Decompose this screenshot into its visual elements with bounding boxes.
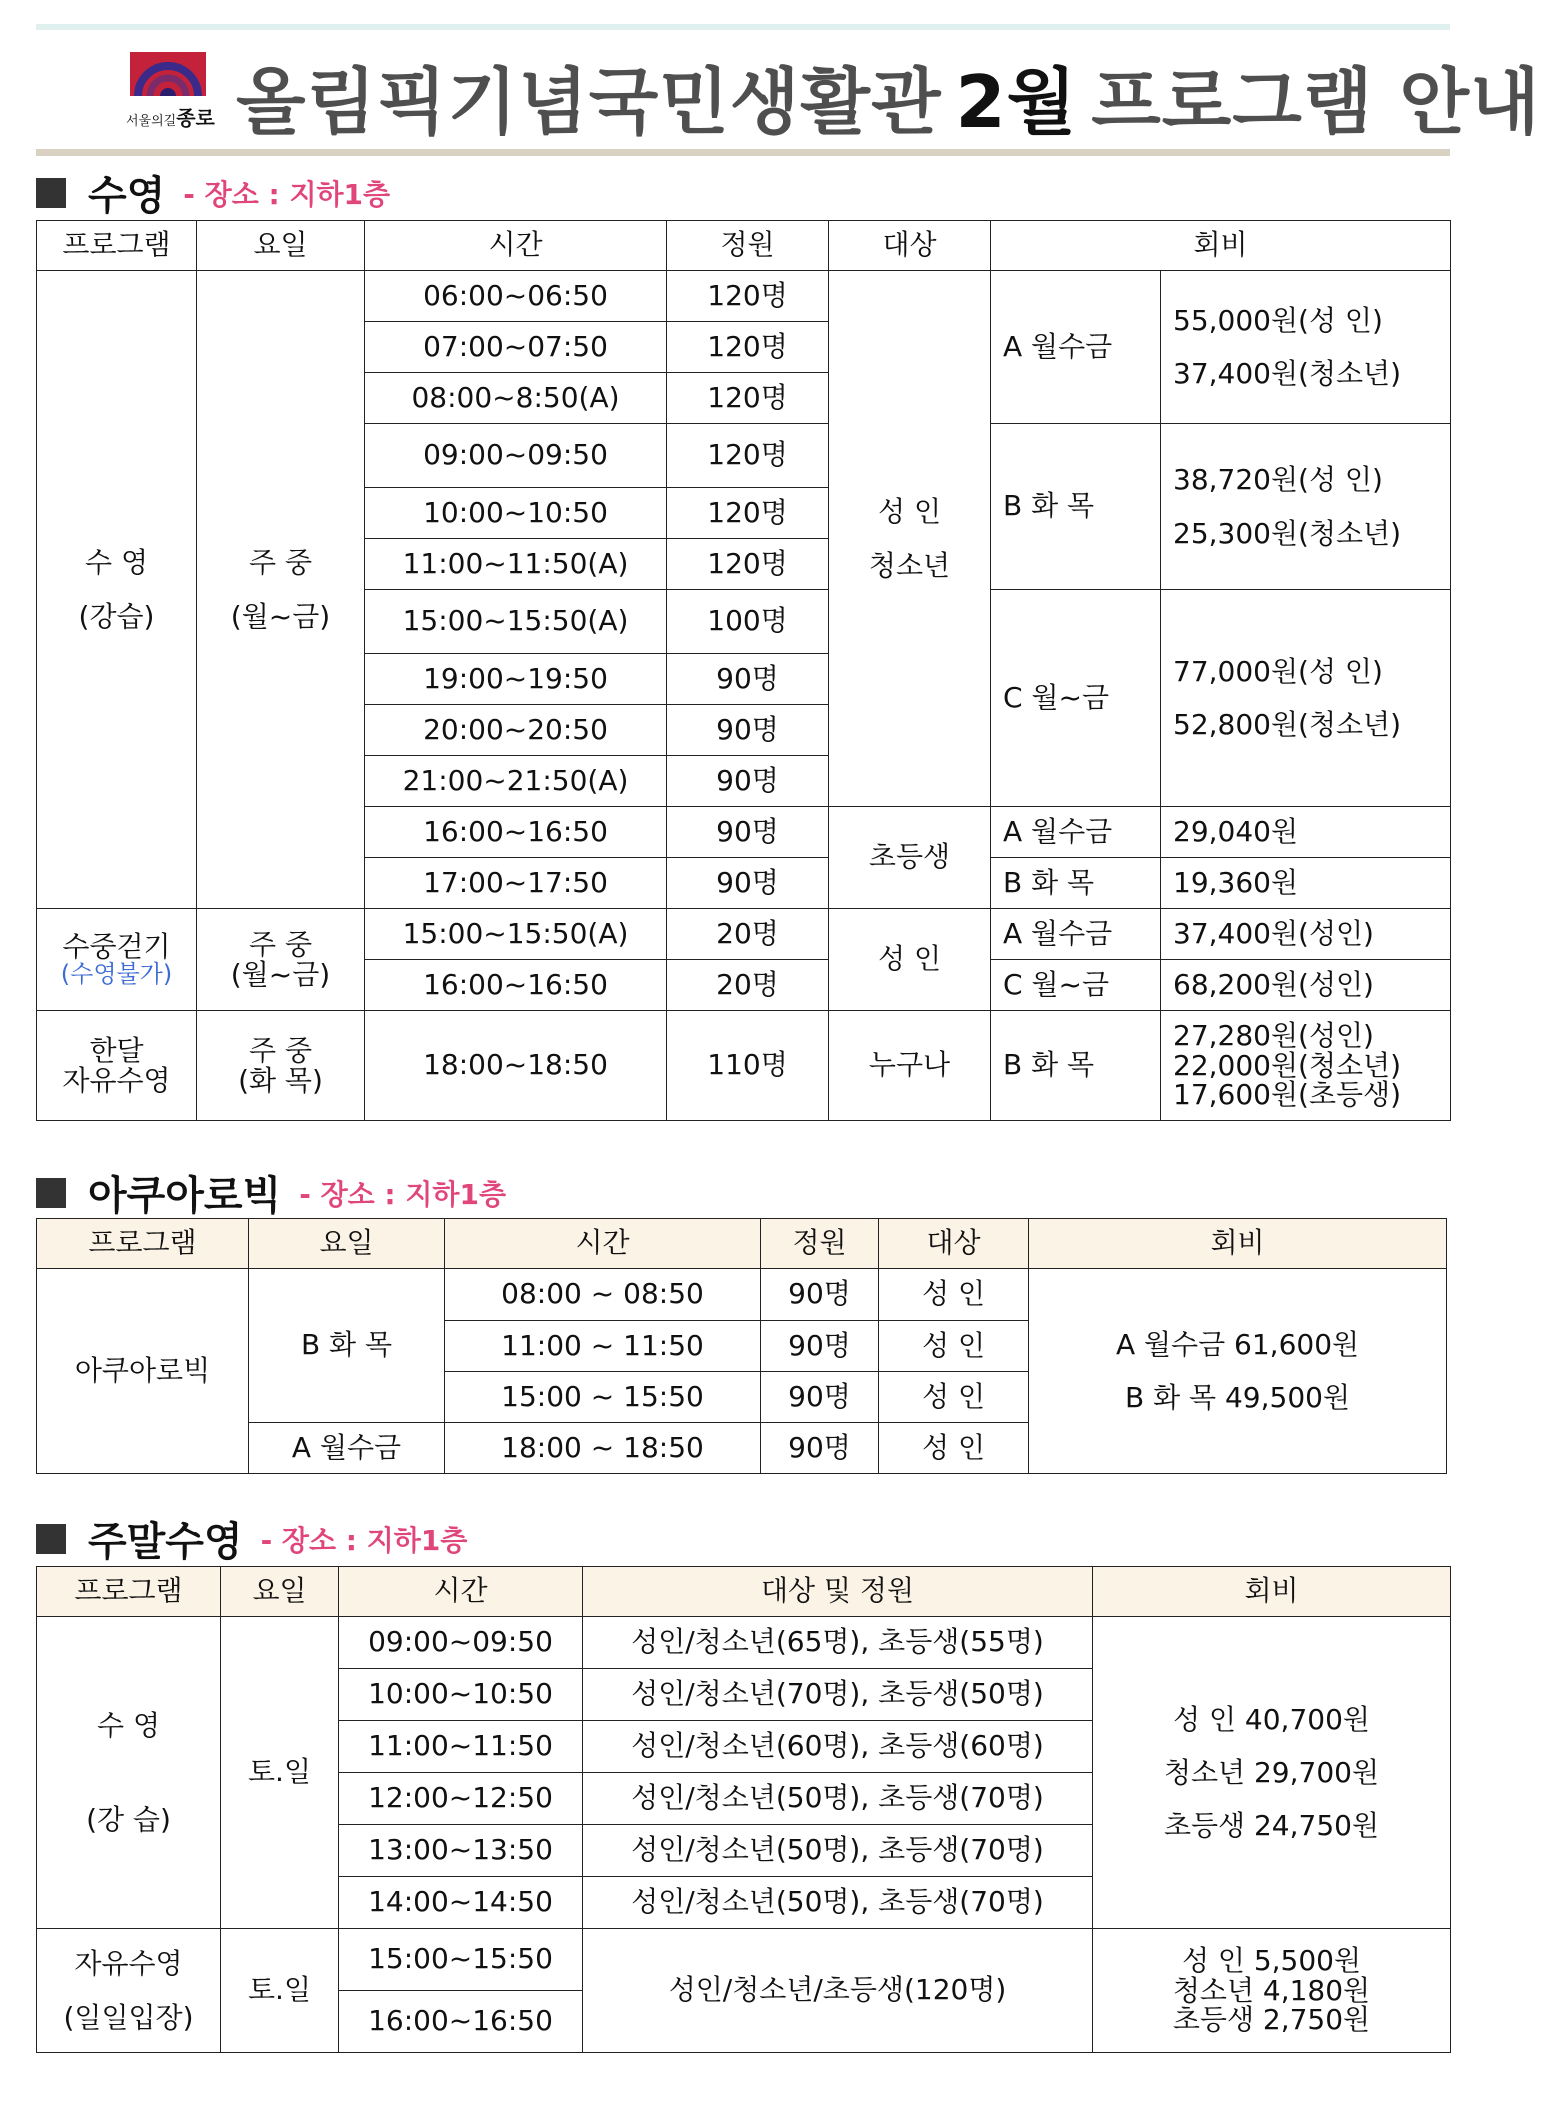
aqua-fee-cell: A 월수금 61,600원 B 화 목 49,500원 [1029,1269,1447,1474]
table-row: 아쿠아로빅 B 화 목 08:00 ~ 08:50 90명 성 인 A 월수금 61,600원 B 화 목 49,500원 [37,1269,1447,1321]
table-row: 21:00~21:50(A) 90명 [37,756,1451,807]
table-row: 수중걷기 (수영불가) 주 중 (월~금) 15:00~15:50(A) 20명 성 인 A 월수금 37,400원(성인) [37,909,1451,960]
table-row: 10:00~10:50 120명 [37,488,1451,539]
table-row: 07:00~07:50 120명 [37,322,1451,373]
jongno-logo-mark [130,52,206,96]
bullet-square-icon [36,178,66,208]
table-row: 11:00~11:50 성인/청소년(60명), 초등생(60명) [37,1721,1451,1773]
table-row: 15:00~15:50(A) 100명 C 월~금 77,000원(성 인) 52,800원(청소년) [37,590,1451,654]
weekend-fee-cell: 성 인 40,700원 청소년 29,700원 초등생 24,750원 [1093,1617,1451,1929]
table-row: 09:00~09:50 120명 B 화 목 38,720원(성 인) 25,300원(청소년) [37,424,1451,488]
fee-cell: 55,000원(성 인) 37,400원(청소년) [1161,271,1451,424]
table-row: 11:00~11:50(A) 120명 [37,539,1451,590]
swim-table [36,220,1451,1121]
month-free-days-cell: 주 중 (화 목) [197,1011,365,1121]
table-row: 08:00~8:50(A) 120명 [37,373,1451,424]
table-row: 20:00~20:50 90명 [37,705,1451,756]
fee-cell: 77,000원(성 인) 52,800원(청소년) [1161,590,1451,807]
weekend-table [36,1566,1451,2053]
aqua-table [36,1218,1447,1474]
fee-cell: 38,720원(성 인) 25,300원(청소년) [1161,424,1451,590]
header-bottom-line [36,149,1450,156]
section-title-swim: 수영 - 장소 : 지하1층 [36,164,390,221]
table-row: 수 영 (강습) 주 중 (월~금) 06:00~06:50 120명 성 인 청소년 A 월수금 55,000원(성 인) 37,400원(청소년) [37,271,1451,322]
target-adult-cell: 성 인 청소년 [829,271,991,807]
table-header-row: 프로그램 요일 시간 정원 대상 회비 [37,1219,1447,1269]
program-cell: 수 영 (강습) [37,271,197,909]
walk-days-cell: 주 중 (월~금) [197,909,365,1011]
header-top-line [36,24,1450,30]
table-header-row: 프로그램 요일 시간 대상 및 정원 회비 [37,1567,1451,1617]
jongno-logo [126,52,215,132]
table-row: A 월수금 18:00 ~ 18:50 90명 성 인 [37,1423,1447,1474]
table-row: 15:00 ~ 15:50 90명 성 인 [37,1372,1447,1423]
table-row: 16:00~16:50 90명 초등생 A 월수금 29,040원 [37,807,1451,858]
table-row: 13:00~13:50 성인/청소년(50명), 초등생(70명) [37,1825,1451,1877]
table-row: 16:00~16:50 [37,1991,1451,2053]
month-free-fee-cell: 27,280원(성인) 22,000원(청소년) 17,600원(초등생) [1161,1011,1451,1121]
table-row: 10:00~10:50 성인/청소년(70명), 초등생(50명) [37,1669,1451,1721]
free-program-cell: 자유수영 (일일입장) [37,1929,221,2053]
month-free-program-cell: 한달 자유수영 [37,1011,197,1121]
table-row: 수 영 (강 습) 토.일 09:00~09:50 성인/청소년(65명), 초등생(55명) 성 인 40,700원 청소년 29,700원 초등생 24,750원 [37,1617,1451,1669]
table-row: 17:00~17:50 90명 B 화 목 19,360원 [37,858,1451,909]
table-row: 12:00~12:50 성인/청소년(50명), 초등생(70명) [37,1773,1451,1825]
section-title-weekend: 주말수영 - 장소 : 지하1층 [36,1510,467,1567]
weekend-program-cell: 수 영 (강 습) [37,1617,221,1929]
table-row: 14:00~14:50 성인/청소년(50명), 초등생(70명) [37,1877,1451,1929]
table-row: 16:00~16:50 20명 C 월~금 68,200원(성인) [37,960,1451,1011]
days-cell: 주 중 (월~금) [197,271,365,909]
page-header [36,24,1541,156]
section-title-aqua: 아쿠아로빅 - 장소 : 지하1층 [36,1164,506,1221]
table-row: 11:00 ~ 11:50 90명 성 인 [37,1321,1447,1372]
walk-program-cell: 수중걷기 (수영불가) [37,909,197,1011]
free-fee-cell: 성 인 5,500원 청소년 4,180원 초등생 2,750원 [1093,1929,1451,2053]
bullet-square-icon [36,1178,66,1208]
logo-text: 서울의길종로 [126,106,215,130]
table-row: 19:00~19:50 90명 [37,654,1451,705]
bullet-square-icon [36,1524,66,1554]
table-row: 한달 자유수영 주 중 (화 목) 18:00~18:50 110명 누구나 B 화 목 27,280원(성인) 22,000원(청소년) 17,600원(초등생) [37,1011,1451,1121]
page-title: 올림픽기념국민생활관 2월 프로그램 안내 [236,60,1541,144]
table-header-row: 프로그램 요일 시간 정원 대상 회비 [37,221,1451,271]
table-row: 자유수영 (일일입장) 토.일 15:00~15:50 성인/청소년/초등생(120명) 성 인 5,500원 청소년 4,180원 초등생 2,750원 [37,1929,1451,1991]
